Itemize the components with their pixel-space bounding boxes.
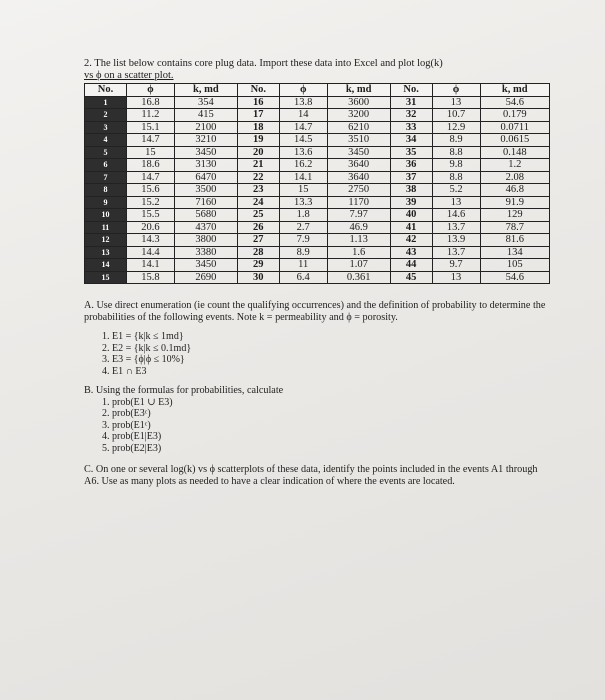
header-phi-2: ϕ bbox=[279, 84, 327, 97]
table-row bbox=[85, 259, 550, 272]
problem-title-line2: vs ϕ on a scatter plot. bbox=[84, 70, 174, 81]
header-no-1: No. bbox=[85, 84, 127, 97]
permeability-cell: 1.13 bbox=[327, 234, 390, 247]
row-number-cell: 1 bbox=[85, 96, 127, 109]
row-number-cell: 25 bbox=[237, 209, 279, 222]
porosity-cell: 15.5 bbox=[126, 209, 174, 222]
row-number-cell: 13 bbox=[85, 246, 127, 259]
permeability-cell: 3510 bbox=[327, 134, 390, 147]
row-number-cell: 42 bbox=[390, 234, 432, 247]
row-number-cell: 30 bbox=[237, 271, 279, 284]
porosity-cell: 14.3 bbox=[126, 234, 174, 247]
permeability-cell: 3450 bbox=[174, 146, 237, 159]
permeability-cell: 46.9 bbox=[327, 221, 390, 234]
porosity-cell: 11.2 bbox=[126, 109, 174, 122]
permeability-cell: 0.361 bbox=[327, 271, 390, 284]
porosity-cell: 14.6 bbox=[432, 209, 480, 222]
row-number-cell: 32 bbox=[390, 109, 432, 122]
permeability-cell: 3450 bbox=[174, 259, 237, 272]
row-number-cell: 20 bbox=[237, 146, 279, 159]
porosity-cell: 14.7 bbox=[279, 121, 327, 134]
porosity-cell: 15.6 bbox=[126, 184, 174, 197]
table-row bbox=[85, 209, 550, 222]
row-number-cell: 16 bbox=[237, 96, 279, 109]
part-a-text: A. Use direct enumeration (ie count the qualifying occurrences) and the definition of probability to determine the probabilities of the following events. Note k = permeability and ϕ = porosity. bbox=[84, 300, 546, 323]
permeability-cell: 3450 bbox=[327, 146, 390, 159]
row-number-cell: 38 bbox=[390, 184, 432, 197]
porosity-cell: 9.8 bbox=[432, 159, 480, 172]
row-number-cell: 6 bbox=[85, 159, 127, 172]
row-number-cell: 7 bbox=[85, 171, 127, 184]
row-number-cell: 39 bbox=[390, 196, 432, 209]
permeability-cell: 54.6 bbox=[480, 96, 549, 109]
permeability-cell: 129 bbox=[480, 209, 549, 222]
permeability-cell: 2.08 bbox=[480, 171, 549, 184]
part-a-events bbox=[102, 331, 554, 377]
permeability-cell: 1.2 bbox=[480, 159, 549, 172]
permeability-cell: 81.6 bbox=[480, 234, 549, 247]
porosity-cell: 15 bbox=[279, 184, 327, 197]
porosity-cell: 6.4 bbox=[279, 271, 327, 284]
row-number-cell: 2 bbox=[85, 109, 127, 122]
permeability-cell: 91.9 bbox=[480, 196, 549, 209]
event-item: 4. E1 ∩ E3 bbox=[102, 365, 147, 377]
porosity-cell: 9.7 bbox=[432, 259, 480, 272]
row-number-cell: 4 bbox=[85, 134, 127, 147]
table-body bbox=[85, 96, 550, 284]
table-header-row bbox=[85, 84, 550, 97]
row-number-cell: 14 bbox=[85, 259, 127, 272]
porosity-cell: 13.6 bbox=[279, 146, 327, 159]
event-item: 2. E2 = {k|k ≤ 0.1md} bbox=[102, 342, 192, 354]
permeability-cell: 1.6 bbox=[327, 246, 390, 259]
permeability-cell: 415 bbox=[174, 109, 237, 122]
row-number-cell: 44 bbox=[390, 259, 432, 272]
core-plug-table bbox=[84, 83, 550, 284]
row-number-cell: 3 bbox=[85, 121, 127, 134]
porosity-cell: 15 bbox=[126, 146, 174, 159]
row-number-cell: 43 bbox=[390, 246, 432, 259]
porosity-cell: 15.8 bbox=[126, 271, 174, 284]
event-item: 3. E3 = {ϕ|ϕ ≤ 10%} bbox=[102, 354, 185, 365]
permeability-cell: 5680 bbox=[174, 209, 237, 222]
table-row bbox=[85, 109, 550, 122]
probability-item: 4. prob(E1|E3) bbox=[102, 431, 162, 442]
event-item: 1. E1 = {k|k ≤ 1md} bbox=[102, 331, 184, 342]
permeability-cell: 3210 bbox=[174, 134, 237, 147]
permeability-cell: 2690 bbox=[174, 271, 237, 284]
table-row bbox=[85, 246, 550, 259]
row-number-cell: 26 bbox=[237, 221, 279, 234]
table-row bbox=[85, 121, 550, 134]
table-row bbox=[85, 196, 550, 209]
porosity-cell: 13 bbox=[432, 271, 480, 284]
permeability-cell: 3640 bbox=[327, 159, 390, 172]
header-k-2: k, md bbox=[327, 84, 390, 97]
permeability-cell: 7.97 bbox=[327, 209, 390, 222]
porosity-cell: 8.9 bbox=[279, 246, 327, 259]
header-phi-1: ϕ bbox=[126, 84, 174, 97]
permeability-cell: 6210 bbox=[327, 121, 390, 134]
porosity-cell: 15.1 bbox=[126, 121, 174, 134]
probability-item: 1. prob(E1 ∪ E3) bbox=[102, 396, 173, 408]
table-row bbox=[85, 234, 550, 247]
header-k-3: k, md bbox=[480, 84, 549, 97]
row-number-cell: 18 bbox=[237, 121, 279, 134]
permeability-cell: 3800 bbox=[174, 234, 237, 247]
problem-title-line1: 2. The list below contains core plug data. Import these data into Excel and plot log(k) bbox=[84, 58, 443, 69]
row-number-cell: 5 bbox=[85, 146, 127, 159]
row-number-cell: 19 bbox=[237, 134, 279, 147]
porosity-cell: 13.9 bbox=[432, 234, 480, 247]
table-row bbox=[85, 271, 550, 284]
problem-content bbox=[84, 58, 554, 487]
permeability-cell: 3380 bbox=[174, 246, 237, 259]
header-phi-3: ϕ bbox=[432, 84, 480, 97]
row-number-cell: 45 bbox=[390, 271, 432, 284]
permeability-cell: 78.7 bbox=[480, 221, 549, 234]
row-number-cell: 41 bbox=[390, 221, 432, 234]
row-number-cell: 33 bbox=[390, 121, 432, 134]
row-number-cell: 36 bbox=[390, 159, 432, 172]
permeability-cell: 0.0711 bbox=[480, 121, 549, 134]
permeability-cell: 3130 bbox=[174, 159, 237, 172]
porosity-cell: 15.2 bbox=[126, 196, 174, 209]
permeability-cell: 0.0615 bbox=[480, 134, 549, 147]
porosity-cell: 13.7 bbox=[432, 246, 480, 259]
header-no-2: No. bbox=[237, 84, 279, 97]
permeability-cell: 6470 bbox=[174, 171, 237, 184]
porosity-cell: 1.8 bbox=[279, 209, 327, 222]
part-b-text: B. Using the formulas for probabilities, calculate bbox=[84, 385, 284, 396]
table-row bbox=[85, 159, 550, 172]
porosity-cell: 18.6 bbox=[126, 159, 174, 172]
permeability-cell: 0.179 bbox=[480, 109, 549, 122]
permeability-cell: 1170 bbox=[327, 196, 390, 209]
porosity-cell: 13 bbox=[432, 196, 480, 209]
part-b-items bbox=[102, 397, 554, 455]
porosity-cell: 13.3 bbox=[279, 196, 327, 209]
header-k-1: k, md bbox=[174, 84, 237, 97]
porosity-cell: 8.9 bbox=[432, 134, 480, 147]
row-number-cell: 8 bbox=[85, 184, 127, 197]
row-number-cell: 17 bbox=[237, 109, 279, 122]
porosity-cell: 12.9 bbox=[432, 121, 480, 134]
permeability-cell: 3200 bbox=[327, 109, 390, 122]
row-number-cell: 9 bbox=[85, 196, 127, 209]
permeability-cell: 105 bbox=[480, 259, 549, 272]
permeability-cell: 54.6 bbox=[480, 271, 549, 284]
part-c-text: C. On one or several log(k) vs ϕ scatterplots of these data, identify the points included in the events A1 through A6. Use as many plots as needed to have a clear indication of where the events are located. bbox=[84, 464, 538, 487]
porosity-cell: 14.1 bbox=[279, 171, 327, 184]
porosity-cell: 14.4 bbox=[126, 246, 174, 259]
porosity-cell: 14.1 bbox=[126, 259, 174, 272]
row-number-cell: 40 bbox=[390, 209, 432, 222]
porosity-cell: 7.9 bbox=[279, 234, 327, 247]
row-number-cell: 35 bbox=[390, 146, 432, 159]
porosity-cell: 13 bbox=[432, 96, 480, 109]
permeability-cell: 7160 bbox=[174, 196, 237, 209]
permeability-cell: 4370 bbox=[174, 221, 237, 234]
row-number-cell: 31 bbox=[390, 96, 432, 109]
row-number-cell: 24 bbox=[237, 196, 279, 209]
porosity-cell: 16.8 bbox=[126, 96, 174, 109]
porosity-cell: 16.2 bbox=[279, 159, 327, 172]
table-row bbox=[85, 96, 550, 109]
header-no-3: No. bbox=[390, 84, 432, 97]
row-number-cell: 15 bbox=[85, 271, 127, 284]
permeability-cell: 3600 bbox=[327, 96, 390, 109]
problem-title bbox=[84, 58, 554, 82]
table-row bbox=[85, 221, 550, 234]
permeability-cell: 354 bbox=[174, 96, 237, 109]
row-number-cell: 29 bbox=[237, 259, 279, 272]
row-number-cell: 28 bbox=[237, 246, 279, 259]
permeability-cell: 0.148 bbox=[480, 146, 549, 159]
row-number-cell: 12 bbox=[85, 234, 127, 247]
table-row bbox=[85, 134, 550, 147]
table-row bbox=[85, 146, 550, 159]
permeability-cell: 2750 bbox=[327, 184, 390, 197]
row-number-cell: 21 bbox=[237, 159, 279, 172]
porosity-cell: 13.8 bbox=[279, 96, 327, 109]
row-number-cell: 10 bbox=[85, 209, 127, 222]
row-number-cell: 37 bbox=[390, 171, 432, 184]
porosity-cell: 13.7 bbox=[432, 221, 480, 234]
row-number-cell: 34 bbox=[390, 134, 432, 147]
permeability-cell: 2100 bbox=[174, 121, 237, 134]
porosity-cell: 14.7 bbox=[126, 134, 174, 147]
probability-item: 3. prob(E1ᶜ) bbox=[102, 419, 151, 431]
porosity-cell: 8.8 bbox=[432, 146, 480, 159]
table-row bbox=[85, 171, 550, 184]
probability-item: 2. prob(E3ᶜ) bbox=[102, 408, 151, 419]
porosity-cell: 14.7 bbox=[126, 171, 174, 184]
porosity-cell: 8.8 bbox=[432, 171, 480, 184]
porosity-cell: 5.2 bbox=[432, 184, 480, 197]
table-row bbox=[85, 184, 550, 197]
permeability-cell: 3500 bbox=[174, 184, 237, 197]
porosity-cell: 11 bbox=[279, 259, 327, 272]
probability-item: 5. prob(E2|E3) bbox=[102, 442, 162, 454]
permeability-cell: 3640 bbox=[327, 171, 390, 184]
porosity-cell: 10.7 bbox=[432, 109, 480, 122]
porosity-cell: 14 bbox=[279, 109, 327, 122]
porosity-cell: 20.6 bbox=[126, 221, 174, 234]
porosity-cell: 14.5 bbox=[279, 134, 327, 147]
row-number-cell: 22 bbox=[237, 171, 279, 184]
row-number-cell: 11 bbox=[85, 221, 127, 234]
row-number-cell: 23 bbox=[237, 184, 279, 197]
permeability-cell: 46.8 bbox=[480, 184, 549, 197]
row-number-cell: 27 bbox=[237, 234, 279, 247]
porosity-cell: 2.7 bbox=[279, 221, 327, 234]
permeability-cell: 134 bbox=[480, 246, 549, 259]
permeability-cell: 1.07 bbox=[327, 259, 390, 272]
